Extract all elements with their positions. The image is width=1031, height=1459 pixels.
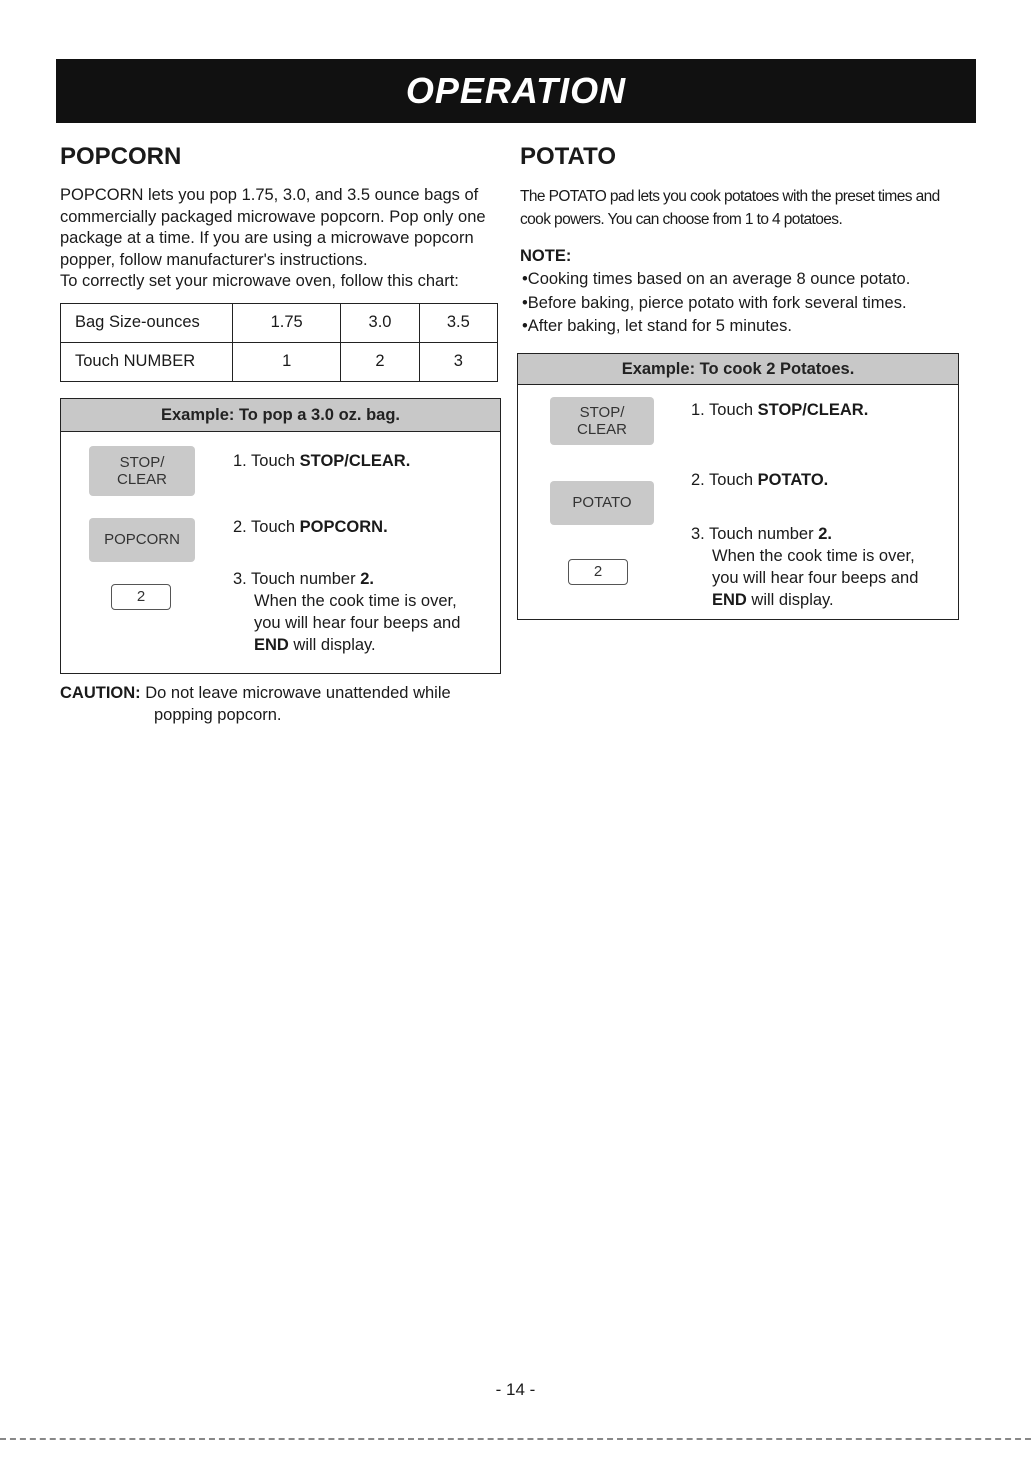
header-banner [56,59,976,123]
table-row [61,303,498,342]
stop-clear-key: STOP/ CLEAR [89,446,195,496]
table-cell: Bag Size-ounces [61,303,233,342]
potato-section [520,140,960,620]
stop-clear-key: STOP/ CLEAR [550,397,654,445]
popcorn-size-table [60,303,498,382]
caution-label: CAUTION: [60,683,141,702]
number-2-key: 2 [568,559,628,585]
note-title: NOTE: [520,247,572,265]
potato-step-1: 1. Touch STOP/CLEAR. [691,400,869,419]
table-row [61,342,498,381]
page-number: - 14 - [495,1380,536,1399]
popcorn-example-title: Example: To pop a 3.0 oz. bag. [61,399,500,432]
potato-notes [520,268,960,339]
table-cell: 3.0 [341,303,419,342]
potato-heading: POTATO [520,143,616,170]
potato-example-box [517,353,959,620]
popcorn-step-1: 1. Touch STOP/CLEAR. [233,451,411,470]
popcorn-example-steps [61,432,500,674]
table-cell: 1 [233,342,341,381]
potato-intro: The POTATO pad lets you cook potatoes with the preset times and cook powers. You can choose from 1 to 4 potatoes. [520,188,940,228]
potato-key: POTATO [550,481,654,525]
list-item: • Cooking times based on an average 8 ounce potato. [522,268,960,292]
popcorn-caution: CAUTION: Do not leave microwave unattended while popping popcorn. [60,683,451,725]
popcorn-intro: POPCORN lets you pop 1.75, 3.0, and 3.5 ounce bags of commercially packaged microwave popcorn. Pop only one package at a time. If you are using a microwave popcorn popper, follow manufacturer's instructions. [60,186,486,269]
table-cell: 2 [341,342,419,381]
table-cell: 1.75 [233,303,341,342]
popcorn-step-3: 3. Touch number 2. When the cook time is over, you will hear four beeps and END will display. [233,569,461,654]
list-item: • Before baking, pierce potato with fork several times. [522,292,960,316]
number-2-key: 2 [111,584,171,610]
popcorn-heading: POPCORN [60,143,182,170]
bottom-divider [0,1438,1031,1440]
page-title: OPERATION [405,70,627,111]
popcorn-step-2: 2. Touch POPCORN. [233,517,388,536]
potato-example-steps [518,385,958,620]
popcorn-key: POPCORN [89,518,195,562]
potato-step-2: 2. Touch POTATO. [691,470,829,489]
list-item: • After baking, let stand for 5 minutes. [522,315,960,339]
table-cell: 3 [419,342,497,381]
popcorn-section [60,140,500,727]
table-cell: 3.5 [419,303,497,342]
potato-step-3: 3. Touch number 2. When the cook time is over, you will hear four beeps and END will display. [691,524,919,609]
potato-example-title: Example: To cook 2 Potatoes. [518,354,958,385]
popcorn-intro-2: To correctly set your microwave oven, follow this chart: [60,272,459,291]
popcorn-example-box [60,398,501,674]
table-cell: Touch NUMBER [61,342,233,381]
